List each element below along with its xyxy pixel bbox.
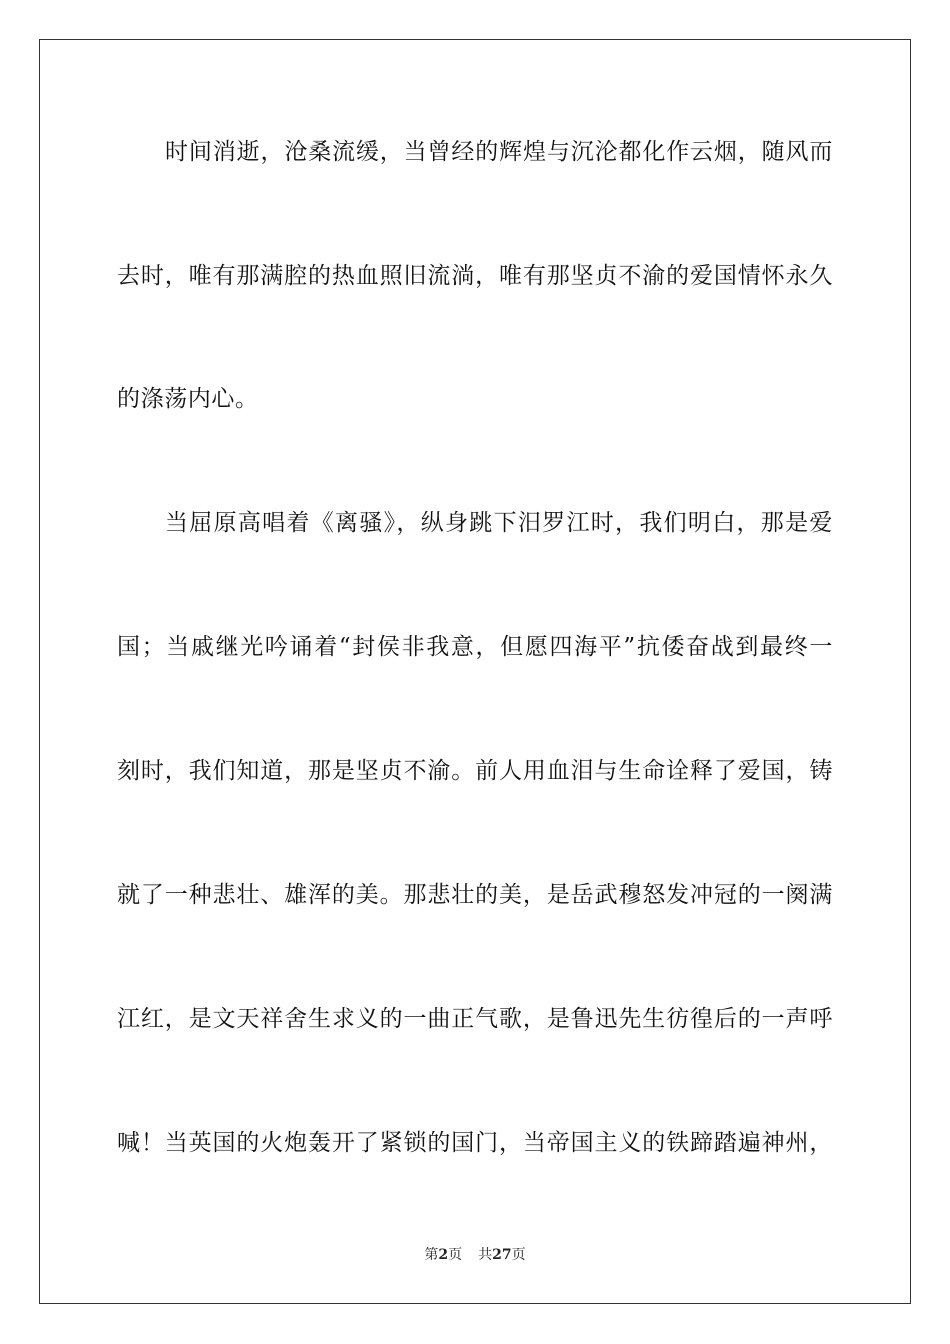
text-line: 喊！当英国的火炮轰开了紧锁的国门，当帝国主义的铁蹄踏遍神州， bbox=[117, 1130, 833, 1156]
text-line: 国；当戚继光吟诵着“封侯非我意，但愿四海平”抗倭奋战到最终一 bbox=[117, 634, 833, 660]
text-line: 当屈原高唱着《离骚》，纵身跳下汨罗江时，我们明白，那是爱 bbox=[165, 510, 833, 536]
page-number: 2 bbox=[438, 1247, 449, 1263]
page-suffix: 页 bbox=[448, 1247, 463, 1263]
page-border bbox=[39, 39, 911, 1304]
text-line: 的涤荡内心。 bbox=[117, 386, 259, 412]
text-line: 江红，是文天祥舍生求义的一曲正气歌，是鲁迅先生彷徨后的一声呼 bbox=[117, 1006, 833, 1032]
text-line: 刻时，我们知道，那是坚贞不渝。前人用血泪与生命诠释了爱国，铸 bbox=[117, 758, 833, 784]
page-prefix: 第 bbox=[424, 1247, 439, 1263]
page-footer bbox=[0, 1246, 950, 1264]
text-line: 时间消逝，沧桑流缓，当曾经的辉煌与沉沦都化作云烟，随风而 bbox=[165, 139, 833, 165]
total-suffix: 页 bbox=[511, 1247, 526, 1263]
text-line: 去时，唯有那满腔的热血照旧流淌，唯有那坚贞不渝的爱国情怀永久 bbox=[117, 263, 833, 289]
text-line: 就了一种悲壮、雄浑的美。那悲壮的美，是岳武穆怒发冲冠的一阕满 bbox=[117, 882, 833, 908]
total-pages: 27 bbox=[492, 1247, 512, 1263]
total-prefix: 共 bbox=[478, 1247, 493, 1263]
